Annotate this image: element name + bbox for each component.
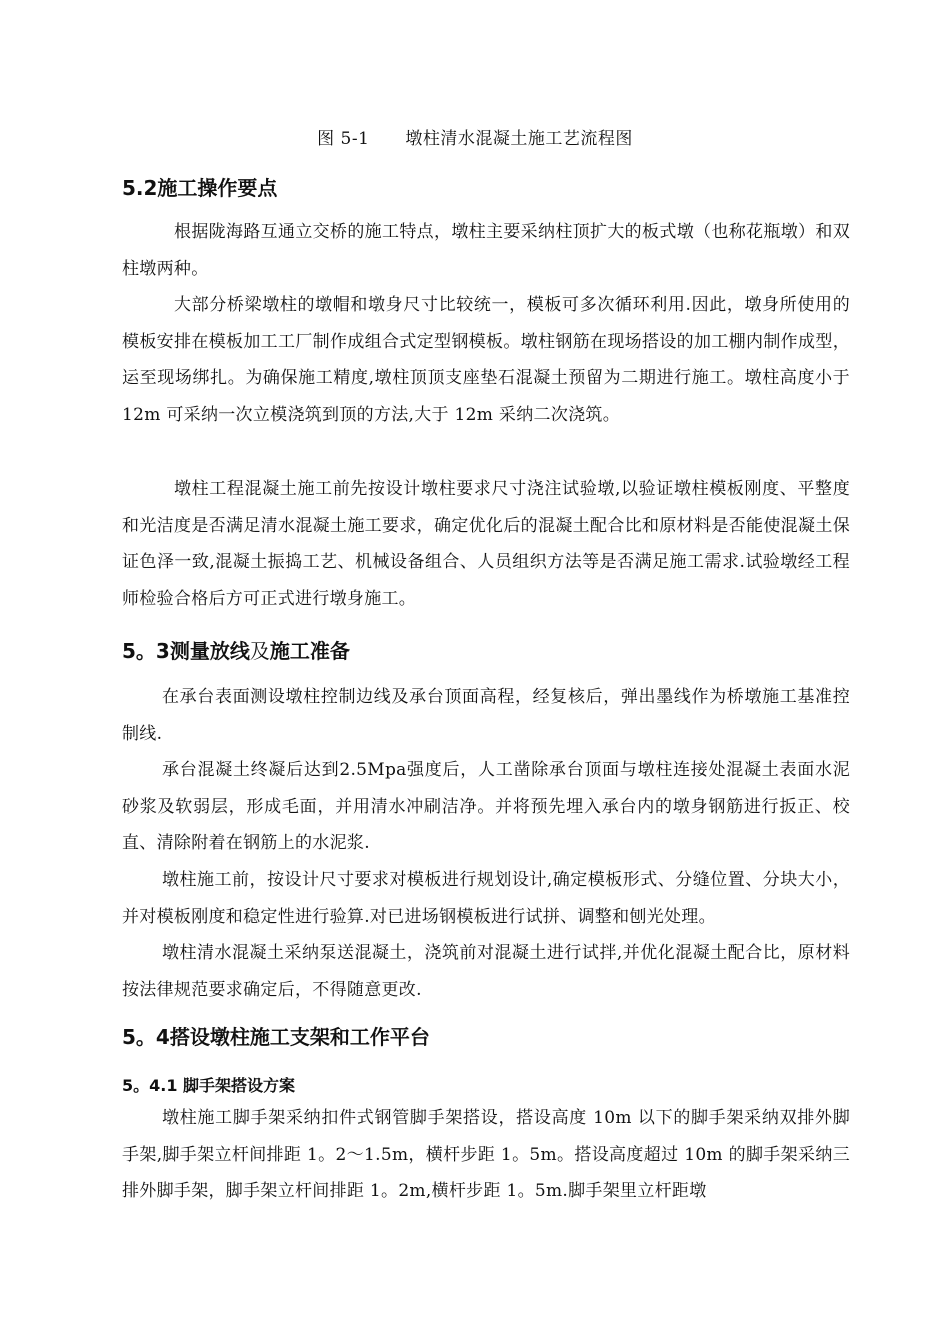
figure-number: 图 5-1 (317, 129, 370, 149)
paragraph: 大部分桥梁墩柱的墩帽和墩身尺寸比较统一，模板可多次循环利用.因此，墩身所使用的模板安排在模板加工工厂制作成组合式定型钢模板。墩柱钢筋在现场搭设的加工棚内制作成型，运至现场绑扎。为确保施工精度,墩柱顶顶支座垫石混凝土预留为二期进行施工。墩柱高度小于 12m 可采纳一次立模浇筑到顶的方法,大于 12m 采纳二次浇筑。 (122, 295, 850, 425)
paragraph: 根据陇海路互通立交桥的施工特点，墩柱主要采纳柱顶扩大的板式墩（也称花瓶墩）和双柱墩两种。 (122, 222, 850, 279)
section-heading-5-4: 5。4搭设墩柱施工支架和工作平台 (122, 1025, 430, 1049)
paragraph: 墩柱施工脚手架采纳扣件式钢管脚手架搭设，搭设高度 10m 以下的脚手架采纳双排外脚手架,脚手架立杆间排距 1。2～1.5m，横杆步距 1。5m。搭设高度超过 10m 的脚手架采纳三排外脚手架，脚手架立杆间排距 1。2m,横杆步距 1。5m.脚手架里立杆距墩 (122, 1108, 850, 1201)
section-heading-5-2: 5.2施工操作要点 (122, 176, 278, 200)
paragraph: 墩柱清水混凝土采纳泵送混凝土，浇筑前对混凝土进行试拌,并优化混凝土配合比，原材料按法律规范要求确定后，不得随意更改. (122, 943, 850, 1000)
heading-text: 5。3测量放线 (122, 639, 250, 663)
paragraph: 在承台表面测设墩柱控制边线及承台顶面高程，经复核后，弹出墨线作为桥墩施工基准控制线. (122, 687, 850, 744)
paragraph: 墩柱工程混凝土施工前先按设计墩柱要求尺寸浇注试验墩,以验证墩柱模板刚度、平整度和光洁度是否满足清水混凝土施工要求，确定优化后的混凝土配合比和原材料是否能使混凝土保证色泽一致,混凝土振捣工艺、机械设备组合、人员组织方法等是否满足施工需求.试验墩经工程师检验合格后方可正式进行墩身施工。 (122, 479, 850, 609)
heading-text: 及 (249, 639, 270, 663)
figure-title: 墩柱清水混凝土施工艺流程图 (405, 129, 633, 149)
heading-text: 施工准备 (269, 639, 350, 663)
figure-caption (0, 124, 950, 149)
paragraph: 墩柱施工前，按设计尺寸要求对模板进行规划设计,确定模板形式、分缝位置、分块大小，并对模板刚度和稳定性进行验算.对已进场钢模板进行试拼、调整和刨光处理。 (122, 870, 850, 927)
sub-heading-5-4-1: 5。4.1 脚手架搭设方案 (122, 1076, 296, 1095)
paragraph: 承台混凝土终凝后达到2.5Mpa强度后，人工凿除承台顶面与墩柱连接处混凝土表面水泥砂浆及软弱层，形成毛面，并用清水冲刷洁净。并将预先埋入承台内的墩身钢筋进行扳正、校直、清除附着在钢筋上的水泥浆. (122, 760, 850, 853)
section-heading-5-3 (122, 635, 350, 664)
